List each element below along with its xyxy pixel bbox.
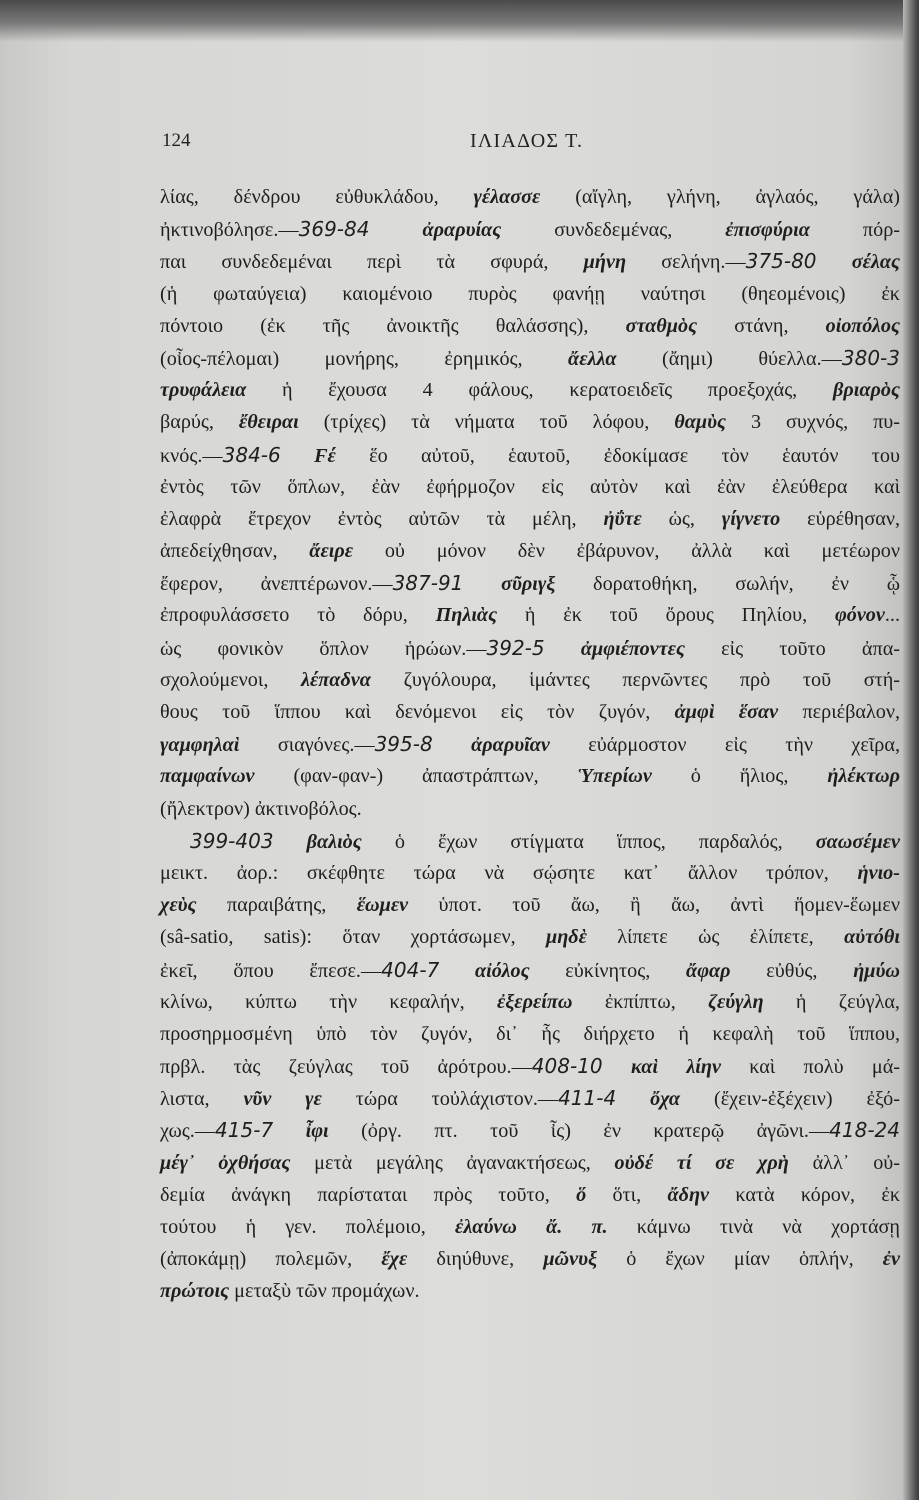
verse-reference: 404-7 (381, 957, 440, 982)
lemma-term: χεὺς (160, 894, 197, 917)
verse-reference: 418-24 (829, 1118, 900, 1143)
gloss-text: καὶ πολὺ μά- (720, 1056, 901, 1079)
lemma-term: ἐν (882, 1248, 900, 1271)
gloss-text: ἐντὸς τῶν ὅπλων, ἐὰν ἐφήρμοζον εἰς αὐτὸν καὶ ἐὰν ἐλεύθερα καὶ (160, 475, 900, 498)
text-line (160, 857, 900, 889)
gloss-text: ἐκπίπτω, (572, 990, 709, 1013)
text-line (160, 599, 900, 631)
gloss-text: κατὰ κόρον, ἐκ (709, 1183, 901, 1206)
lemma-term: ἄειρε (309, 540, 354, 563)
text-line (160, 921, 900, 953)
text-line (160, 406, 900, 438)
gloss-text: ὅτι, (586, 1183, 668, 1206)
gloss-text: λίας, δένδρου εὐθυκλάδου, (160, 186, 474, 208)
lemma-term: λέπαδνα (301, 668, 371, 691)
lemma-term: πρώτοις (160, 1280, 230, 1303)
gloss-text: (φαν-φαν-) ἀπαστράπτων, (254, 765, 578, 788)
gloss-text (433, 734, 471, 756)
gloss-text: λιστα, (160, 1088, 244, 1111)
lemma-term: τρυφάλεια (160, 379, 247, 402)
page-edge (903, 0, 919, 1500)
lemma-term: γαμφηλαὶ (160, 734, 240, 757)
gloss-text: ἕο αὐτοῦ, ἑαυτοῦ, ἐδοκίμασε τὸν ἑαυτόν του (335, 444, 900, 467)
lemma-term: βαλιὸς (306, 830, 362, 853)
gloss-text: τώρα τοὐλάχιστον.— (321, 1088, 559, 1111)
lemma-term: αὐτόθι (844, 926, 900, 949)
lemma-term: ἕωμεν (356, 894, 409, 917)
gloss-text: (ἄημι) θύελλα.— (616, 347, 842, 370)
text-line (160, 632, 900, 664)
lemma-term: Ὑπερίων (577, 765, 652, 788)
gloss-text (603, 1056, 631, 1078)
gloss-text: μετὰ μεγάλης ἀγανακτήσεως, (290, 1151, 615, 1174)
lemma-term: μέγ᾿ ὀχθήσας (160, 1151, 291, 1174)
gloss-text: μεικτ. ἀορ.: σκέφθητε τώρα νὰ σῴσητε κατ᾿ ἄλλον τρόπον, (160, 861, 858, 884)
gloss-text: ἠκτινοβόλησε.— (160, 219, 299, 242)
gloss-text: δορατοθήκη, σωλήν, ἐν ᾧ (555, 573, 901, 596)
gloss-text (463, 573, 501, 595)
lemma-term: ἶφι (305, 1120, 329, 1143)
verse-reference: 380-3 (841, 345, 900, 370)
lemma-term: Ϝέ (314, 444, 336, 467)
gloss-text: ἡ ἔχουσα 4 φάλους, κερατοειδεῖς προεξοχάς, (246, 379, 833, 402)
text-line (160, 1243, 900, 1275)
lemma-term: σῦριγξ (501, 573, 556, 596)
text-line (160, 1211, 900, 1243)
lemma-term: θαμὺς (674, 411, 727, 434)
gloss-text: (τρίχες) τὰ νήματα τοῦ λόφου, (298, 411, 675, 434)
gloss-text: σελήνη.— (626, 251, 746, 274)
text-line (160, 245, 900, 277)
gloss-text: μεταξὺ τῶν προμάχων. (229, 1280, 420, 1303)
text-line (160, 374, 900, 406)
lemma-term: μηδὲ (545, 926, 587, 949)
gloss-text (817, 251, 852, 273)
gloss-text (545, 638, 581, 660)
text-line (160, 439, 900, 471)
verse-reference: 399-403 (190, 828, 274, 853)
gloss-text: διηύθυνε, (407, 1248, 544, 1271)
gloss-text: ἀλλ᾿ οὐ- (788, 1151, 901, 1174)
text-line (160, 278, 900, 310)
text-line (160, 664, 900, 696)
lemma-term: καὶ λίην (630, 1056, 721, 1079)
gloss-text: (ἤλεκτρον) ἀκτινοβόλος. (160, 797, 362, 820)
lemma-term: ὅ (576, 1183, 587, 1206)
gloss-text: εὐθύς, (730, 959, 854, 982)
gloss-text: (αἴγλη, γλήνη, ἀγλαός, γάλα) (540, 186, 900, 208)
text-line (160, 954, 900, 986)
gloss-text: περιέβαλον, (778, 701, 901, 723)
gloss-text: εὑρέθησαν, (780, 507, 900, 530)
text-line (160, 503, 900, 535)
gloss-text: ὡς φονικὸν ὅπλον ἡρώων.— (160, 637, 487, 660)
text-line (160, 342, 900, 374)
lemma-term: σαωσέμεν (815, 830, 900, 853)
text-line (160, 793, 900, 825)
gloss-text: κνός.— (160, 444, 223, 467)
gloss-text: ὑποτ. τοῦ ἄω, ἢ ἄω, ἀντὶ ἥομεν-ἕωμεν (408, 894, 900, 917)
gloss-text: πρβλ. τὰς ζεύγλας τοῦ ἀρότρου.— (160, 1056, 532, 1079)
gloss-text: (ἀποκάμῃ) πολεμῶν, (160, 1248, 382, 1271)
verse-reference: 369-84 (298, 217, 370, 242)
lemma-term: νῦν γε (243, 1088, 322, 1111)
lemma-term: αἰόλος (475, 959, 530, 982)
text-line (160, 213, 900, 245)
gloss-text: (οἶος-πέλομαι) μονήρης, ἐρημικός, (160, 347, 569, 370)
lemma-term: ἄελλα (568, 347, 617, 370)
verse-reference: 395-8 (374, 732, 433, 757)
gloss-text: (sâ-satio, satis): ὅταν χορτάσωμεν, (160, 926, 546, 949)
verse-reference: 411-4 (558, 1086, 617, 1111)
text-line (160, 760, 900, 792)
gloss-text: εὐάρμοστον εἰς τὴν χεῖρα, (549, 734, 900, 757)
gloss-text: τούτου ἡ γεν. πολέμοιο, (160, 1216, 456, 1238)
gloss-text: ἡ ζεύγλα, (763, 990, 900, 1013)
text-line (160, 310, 900, 342)
gloss-text: (ὀργ. πτ. τοῦ ἶς) ἐν κρατερῷ ἀγῶνι.— (328, 1120, 830, 1143)
page-number: 124 (162, 130, 191, 151)
lemma-term: ἀραρυῖαν (471, 734, 550, 757)
text-line (160, 1050, 900, 1082)
gloss-text: 3 συχνός, πυ- (726, 411, 901, 434)
verse-reference: 392-5 (486, 635, 545, 660)
gloss-text: κάμνω τινὰ νὰ χορτάσῃ (607, 1216, 900, 1238)
lemma-term: βριαρὸς (832, 379, 900, 402)
gloss-text: ἔφερον, ἀνεπτέρωνον.— (160, 573, 393, 596)
gloss-text (273, 1120, 305, 1142)
gloss-text: (ἡ φωταύγεια) καιομένοιο πυρὸς φανήῃ ναύτησι (θηεομένοις) ἐκ (160, 282, 900, 305)
gloss-text: εὐκίνητος, (529, 959, 687, 982)
gloss-text: στάνη, (697, 314, 826, 337)
lemma-term: ἀμφιέποντες (580, 637, 685, 660)
lemma-term: ἠμύω (853, 959, 900, 982)
lemma-term: ἀμφὶ ἕσαν (674, 701, 779, 723)
gloss-text: κλίνω, κύπτω τὴν κεφαλήν, (160, 990, 497, 1013)
gloss-text: ὁ ἔχων μίαν ὁπλήν, (597, 1248, 883, 1271)
gloss-text: (ἔχειν-ἐξέχειν) ἐξό- (680, 1088, 900, 1111)
text-line (160, 696, 900, 728)
gloss-text: εἰς τοῦτο ἀπα- (684, 637, 900, 660)
text-line (160, 567, 900, 599)
text-line (160, 1179, 900, 1211)
text-line (160, 1082, 900, 1114)
text-line (160, 986, 900, 1018)
text-line (160, 1114, 900, 1146)
gloss-text: παραιβάτης, (196, 894, 357, 917)
lemma-term: γίγνετο (721, 507, 781, 530)
lemma-term: μῶνυξ (543, 1248, 598, 1271)
gloss-text (369, 219, 422, 241)
gloss-text: λίπετε ὡς ἐλίπετε, (586, 926, 845, 949)
text-line (160, 181, 900, 213)
lemma-term: γέλασσε (473, 186, 541, 208)
gloss-text: οὐ μόνον δὲν ἐβάρυνον, ἀλλὰ καὶ μετέωρον (353, 540, 900, 563)
gloss-text: ... (884, 604, 900, 627)
gloss-text (439, 960, 475, 982)
gloss-text (274, 831, 307, 853)
verse-reference: 415-7 (215, 1118, 274, 1143)
gloss-text: συνδεδεμένας, (501, 219, 726, 242)
lemma-term: ἠλέκτωρ (827, 765, 900, 788)
lemma-term: φόνον (834, 604, 885, 627)
lemma-term: ὄχα (650, 1088, 681, 1111)
lemma-term: οὐδέ τί σε χρὴ (614, 1151, 789, 1174)
gloss-text: σιαγόνες.— (239, 734, 375, 757)
gloss-text: ὁ ἔχων στίγματα ἵππος, παρδαλός, (361, 830, 816, 853)
lemma-term: ἐλαύνω ἄ. π. (455, 1216, 608, 1238)
lemma-term: Πηλιὰς (435, 604, 498, 627)
lemma-term: ἀραρυίας (422, 219, 502, 242)
lemma-term: ἔχε (381, 1248, 408, 1271)
gloss-text (281, 445, 314, 467)
text-line (160, 1275, 900, 1307)
verse-reference: 387-91 (392, 571, 464, 596)
text-line (160, 728, 900, 760)
gloss-text: ἐπροφυλάσσετο τὸ δόρυ, (160, 604, 436, 627)
verse-reference: 408-10 (531, 1054, 603, 1079)
gloss-text: πόρ- (809, 219, 901, 242)
lemma-term: ἔθειραι (238, 411, 299, 434)
gloss-text: σχολούμενοι, (160, 668, 302, 691)
lemma-term: παμφαίνων (160, 765, 255, 788)
verse-reference: 375-80 (745, 249, 817, 274)
lemma-term: σέλας (851, 251, 901, 274)
gloss-text: ἀπεδείχθησαν, (160, 540, 310, 563)
text-line (160, 535, 900, 567)
lemma-term: ἠΰτε (603, 507, 642, 530)
gloss-text: ἐκεῖ, ὅπου ἔπεσε.— (160, 959, 382, 982)
gloss-text (616, 1088, 650, 1110)
text-line (160, 1018, 900, 1050)
gloss-text: πόντοιο (ἐκ τῆς ἀνοικτῆς θαλάσσης), (160, 314, 626, 337)
gloss-text: παι συνδεδεμέναι περὶ τὰ σφυρά, (160, 251, 584, 274)
lemma-term: ἄδην (667, 1183, 710, 1206)
gloss-text: προσηρμοσμένη ὑπὸ τὸν ζυγόν, δι᾿ ἧς διήρχετο ἡ κεφαλὴ τοῦ ἵππου, (160, 1022, 900, 1045)
text-line (160, 825, 900, 857)
gloss-text: ὡς, (641, 507, 722, 530)
running-head: ΙΛΙΑΔΟΣ Τ. (470, 130, 584, 152)
gloss-text: ζυγόλουρα, ἱμάντες περνῶντες πρὸ τοῦ στή- (370, 668, 900, 691)
commentary-text (160, 181, 900, 1308)
gloss-text: βαρύς, (160, 411, 239, 434)
text-line (160, 889, 900, 921)
gloss-text: χως.— (160, 1120, 216, 1143)
gloss-text: ἐλαφρὰ ἔτρεχον ἐντὸς αὐτῶν τὰ μέλη, (160, 507, 604, 530)
gloss-text: θους τοῦ ἵππου καὶ δενόμενοι εἰς τὸν ζυγόν, (160, 701, 675, 723)
lemma-term: ἐπισφύρια (725, 219, 810, 242)
lemma-term: οἰοπόλος (825, 314, 900, 337)
lemma-term: ἡνιο- (857, 861, 900, 884)
text-line (160, 1147, 900, 1179)
lemma-term: ἐξερείπω (496, 990, 573, 1013)
lemma-term: ζεύγλη (708, 990, 764, 1013)
text-line (160, 471, 900, 503)
lemma-term: ἄφαρ (686, 959, 731, 982)
verse-reference: 384-6 (222, 442, 281, 467)
gloss-text: δεμία ἀνάγκη παρίσταται πρὸς τοῦτο, (160, 1183, 577, 1206)
lemma-term: μήνη (583, 251, 627, 274)
page-header (0, 130, 919, 160)
gloss-text: ὁ ἥλιος, (651, 765, 828, 788)
gloss-text: ἡ ἐκ τοῦ ὄρους Πηλίου, (497, 604, 835, 627)
lemma-term: σταθμὸς (625, 314, 698, 337)
